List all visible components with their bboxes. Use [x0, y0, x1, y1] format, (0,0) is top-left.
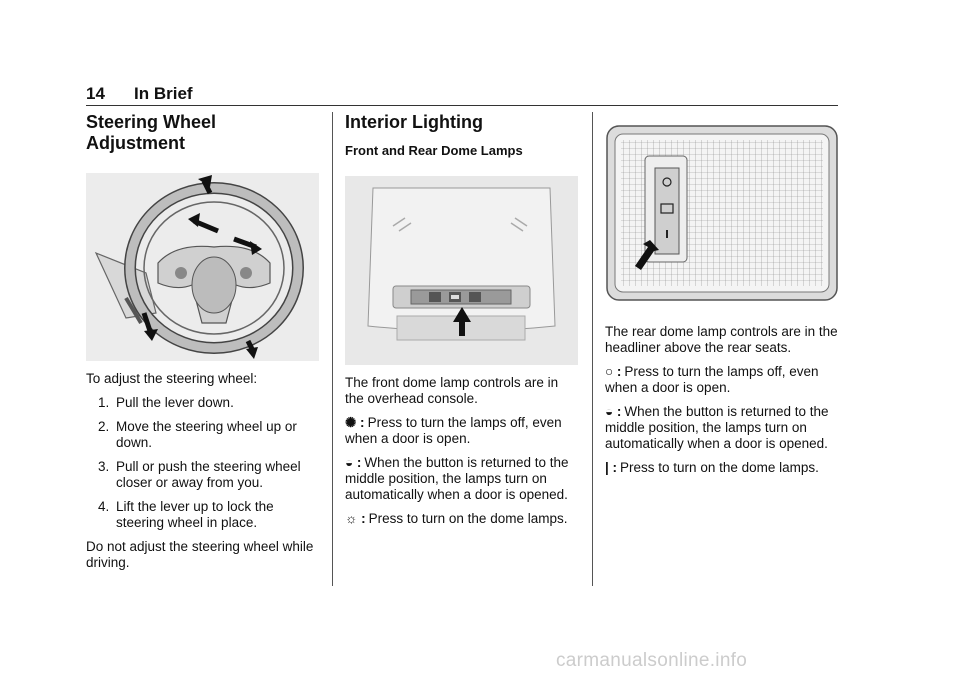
rear-off-paragraph: ○ : Press to turn the lamps off, even when a door is open.: [605, 364, 819, 395]
list-item: 4. Lift the lever up to lock the steering wheel in place.: [98, 499, 274, 530]
section-title: In Brief: [134, 84, 193, 103]
lamp-on-icon: | :: [605, 460, 618, 475]
front-off-paragraph: ✺ : Press to turn the lamps off, even when a door is open.: [345, 415, 562, 446]
rear-on-paragraph: | : Press to turn on the dome lamps.: [605, 460, 819, 475]
interior-lighting-column: [345, 112, 579, 527]
list-item: 3. Pull or push the steering wheel closer or away from you.: [98, 459, 301, 490]
rear-door-paragraph: ◒ : When the button is returned to the middle position, the lamps turn on automatically when a door is opened.: [605, 404, 829, 451]
power-off-icon: ○ :: [605, 364, 622, 379]
steering-steps: [86, 395, 320, 531]
front-door-paragraph: ◒ : When the button is returned to the middle position, the lamps turn on automatically when a door is opened.: [345, 455, 569, 502]
front-dome-intro: The front dome lamp controls are in the overhead console.: [345, 375, 559, 406]
column-divider: [332, 112, 333, 586]
page-header: [86, 82, 838, 106]
rear-dome-intro: The rear dome lamp controls are in the headliner above the rear seats.: [605, 324, 838, 355]
rear-dome-column: [605, 112, 839, 476]
steering-intro: To adjust the steering wheel:: [86, 371, 258, 386]
list-item: 1. Pull the lever down.: [98, 395, 234, 410]
page-number: 14: [86, 84, 105, 103]
steering-title: Steering Wheel Adjustment: [86, 112, 217, 153]
rear-dome-lamp-illustration: [605, 124, 839, 302]
watermark: carmanualsonline.info: [556, 650, 748, 671]
steering-column: [86, 112, 320, 571]
dome-lamps-subtitle: Front and Rear Dome Lamps: [345, 143, 523, 158]
front-dome-lamp-illustration: [345, 176, 578, 365]
steering-note: Do not adjust the steering wheel while driving.: [86, 539, 314, 570]
front-on-paragraph: ☼ : Press to turn on the dome lamps.: [345, 511, 568, 526]
door-icon: ◒ :: [345, 455, 362, 470]
lamp-off-icon: ✺ :: [345, 415, 365, 430]
door-icon: ◒ :: [605, 404, 622, 419]
lamp-on-icon: ☼ :: [345, 511, 366, 526]
interior-lighting-title: Interior Lighting: [345, 112, 483, 132]
steering-wheel-illustration: [86, 173, 319, 361]
column-divider: [592, 112, 593, 586]
list-item: 2. Move the steering wheel up or down.: [98, 419, 297, 450]
